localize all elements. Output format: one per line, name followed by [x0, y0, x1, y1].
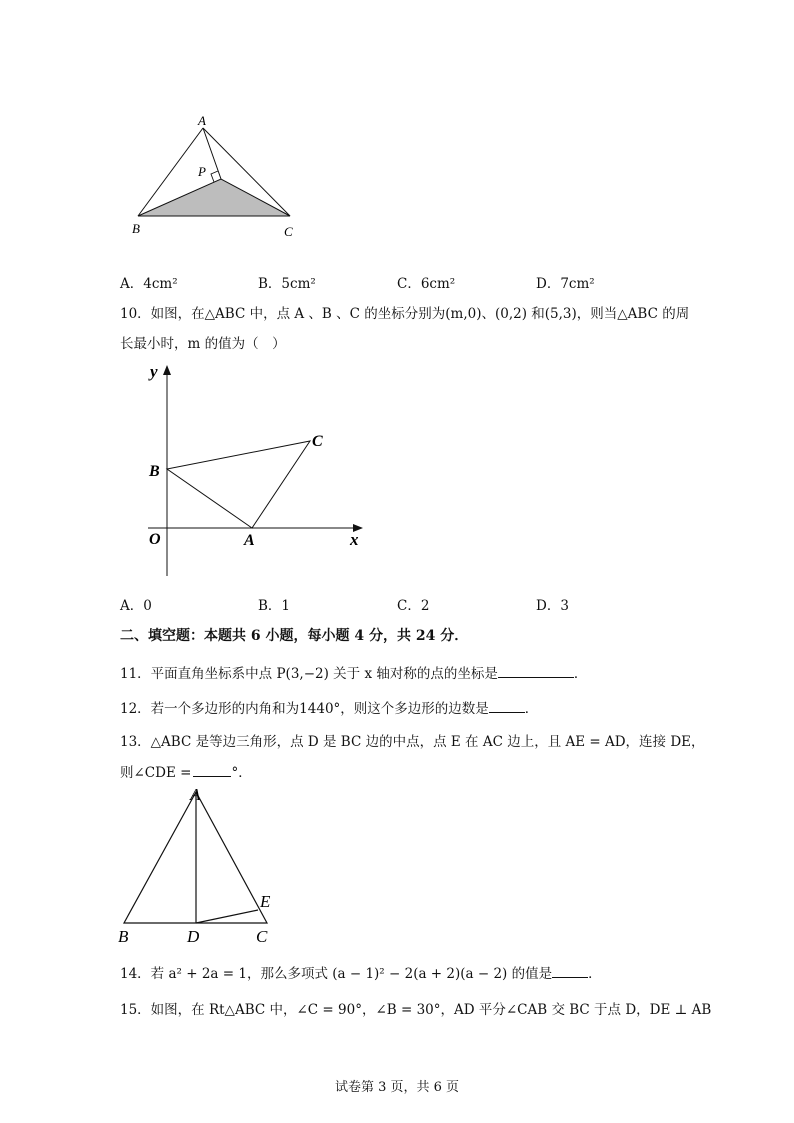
q9-option-a: A．4cm² — [120, 276, 178, 292]
q13-text: 则∠CDE = — [120, 765, 192, 781]
label-a: A — [198, 115, 206, 128]
label-c: C — [256, 927, 268, 946]
label-p: P — [198, 164, 206, 179]
q12-text: 12．若一个多边形的内角和为1440°，则这个多边形的边数是 — [120, 701, 489, 717]
label-b: B — [149, 463, 160, 480]
section-heading-fill-blank: 二、填空题：本题共 6 小题，每小题 4 分，共 24 分． — [120, 628, 469, 644]
q14-text: 14．若 a² + 2a = 1，那么多项式 (a − 1)² − 2(a + 2)(a − 2) 的值是 — [120, 966, 553, 982]
q9-option-b: B．5cm² — [258, 276, 316, 292]
label-x: x — [350, 530, 359, 549]
q9-option-c: C．6cm² — [397, 276, 456, 292]
q10-option-a: A．0 — [120, 598, 152, 614]
q14-answer-blank[interactable] — [552, 963, 588, 978]
q13-line2 — [120, 761, 252, 781]
figure-q10-coordinate — [140, 360, 380, 585]
segment-de — [196, 910, 258, 923]
q14-end: ． — [588, 966, 602, 982]
label-b: B — [118, 927, 129, 946]
label-c: C — [312, 433, 323, 450]
q12-answer-blank[interactable] — [489, 698, 525, 713]
q13-line1: 13．△ABC 是等边三角形，点 D 是 BC 边的中点，点 E 在 AC 边上，且 AE = AD，连接 DE， — [120, 734, 705, 750]
q11-end: ． — [573, 666, 588, 682]
page-footer: 试卷第 3 页，共 6 页 — [334, 1080, 460, 1095]
figure-q9-triangle — [120, 115, 310, 245]
q11-text: 11．平面直角坐标系中点 P(3,−2) 关于 x 轴对称的点的坐标是 — [120, 666, 498, 682]
label-e: E — [260, 892, 271, 911]
label-a: A — [190, 785, 201, 804]
label-o: O — [149, 531, 161, 548]
label-y: y — [150, 362, 158, 381]
label-b: B — [132, 221, 140, 236]
q12-end: ． — [524, 701, 539, 717]
q10-line2: 长最小时，m 的值为（ ） — [120, 336, 286, 352]
q11-answer-blank[interactable] — [498, 663, 574, 678]
figure-q13-equilateral — [110, 782, 290, 948]
label-d: D — [187, 927, 200, 946]
q9-option-d: D．7cm² — [536, 276, 595, 292]
label-a: A — [244, 532, 255, 549]
q10-option-d: D．3 — [536, 598, 569, 614]
q13-end: °． — [231, 765, 252, 781]
q10-line1: 10．如图，在△ABC 中，点 A 、B 、C 的坐标分别为(m,0)、(0,2) 和(5,3)，则当△ABC 的周 — [120, 306, 690, 322]
triangle-abc — [167, 441, 310, 528]
q12 — [120, 697, 538, 717]
q15-line1: 15．如图，在 Rt△ABC 中，∠C = 90°，∠B = 30°，AD 平分∠CAB 交 BC 于点 D，DE ⊥ AB — [120, 1002, 712, 1018]
label-c: C — [284, 224, 293, 239]
q13-answer-blank[interactable] — [193, 762, 231, 777]
q10-option-b: B．1 — [258, 598, 291, 614]
q10-option-c: C．2 — [397, 598, 430, 614]
q11 — [120, 662, 587, 682]
q14 — [120, 962, 602, 982]
